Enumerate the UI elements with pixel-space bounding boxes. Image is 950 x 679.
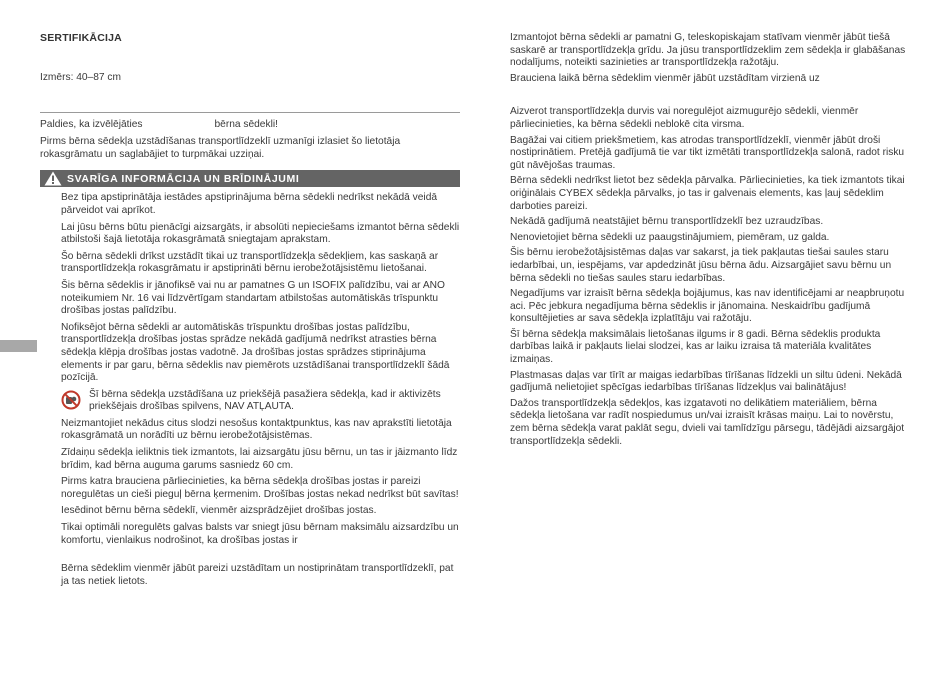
warning-item: Šis bērna sēdeklis ir jānofiksē vai nu ar pamatnes G un ISOFIX palīdzību, vai ar ANO noteikumiem Nr. 16 vai līdzvērtīgam standartam atbilstošas automātiskās trīspunktu drošības jostas palīdzību. xyxy=(61,279,445,317)
warning-item: Tikai optimāli noregulēts galvas balsts var sniegt jūsu bērnam maksimālu aizsardzību un komfortu, vienlaikus nodrošinot, ka drošības jostas ir xyxy=(61,522,459,546)
right-paragraph: Plastmasas daļas var tīrīt ar maigas iedarbības tīrīšanas līdzekli un siltu ūdeni. Nekādā gadījumā nelietojiet spēcīgas iedarbības tīrīšanas līdzekļus vai balinātājus! xyxy=(510,369,902,394)
right-paragraph: Šī bērna sēdekļa maksimālais lietošanas ilgums ir 8 gadi. Bērna sēdeklis produkta darbības laikā ir pakļauts lielai slodzei, kas ar laiku izraisa tā materiāla kvalitātes izmaiņas. xyxy=(510,328,881,366)
intro-paragraph: Pirms bērna sēdekļa uzstādīšanas transportlīdzeklī uzmanīgi izlasiet šo lietotāja rokasgrāmatu un saglabājiet to turpmākai uzziņai. xyxy=(40,136,401,160)
right-paragraph: Izmantojot bērna sēdekli ar pamatni G, teleskopiskajam statīvam vienmēr jābūt tiešā saskarē ar transportlīdzekļa grīdu. Ja jūsu transportlīdzeklim zem sēdekļa ir glabāšanas nodalījums, noteikti sazinieties ar transportlīdzekļa ražotāju. xyxy=(510,32,906,69)
warning-item: Lai jūsu bērns būtu pienācīgi aizsargāts, ir absolūti nepieciešams izmantot bērna sēdekli atbilstoši šajā lietotāja rokasgrāmatā sniegtajam aprakstam. xyxy=(61,221,460,246)
right-paragraph: Bērna sēdekli nedrīkst lietot bez sēdekļa pārvalka. Pārliecinieties, ka tiek izmantots tikai oriģinālais CYBEX sēdekļa pārvalks, jo tas ir galvenais elements, kas ļauj sēdeklim darboties pareizi. xyxy=(510,175,905,212)
warning-heading-bar xyxy=(40,170,460,187)
thanks-end: bērna sēdekli! xyxy=(214,118,278,130)
warning-item: Bez tipa apstiprinātāja iestādes apstiprinājuma bērna sēdekli nedrīkst nekādā veidā pārveidot vai aprīkot. xyxy=(61,192,438,216)
page-edge-tab xyxy=(0,340,37,352)
warning-triangle-icon xyxy=(44,171,62,186)
right-column xyxy=(510,32,910,451)
right-paragraph: Nenovietojiet bērna sēdekli uz paaugstinājumiem, piemēram, uz galda. xyxy=(510,231,830,243)
no-airbag-icon xyxy=(61,390,81,410)
right-paragraph: Nekādā gadījumā neatstājiet bērnu transportlīdzeklī bez uzraudzības. xyxy=(510,216,824,228)
warning-item: Bērna sēdeklim vienmēr jābūt pareizi uzstādītam un nostiprinātam transportlīdzeklī, pat ja tas netiek lietots. xyxy=(61,563,454,587)
warning-item: Šo bērna sēdekli drīkst uzstādīt tikai uz transportlīdzekļa sēdekļiem, kas saskaņā ar transportlīdzekļa rokasgrāmatu ir apstiprināti bērnu ierobežotājsistēmu lietošanai. xyxy=(61,250,439,275)
left-column xyxy=(40,32,460,592)
thanks-start: Paldies, ka izvēlējāties xyxy=(40,118,143,130)
right-paragraph: Brauciena laikā bērna sēdeklim vienmēr jābūt uzstādītam virzienā uz xyxy=(510,72,820,84)
size-range: Izmērs: 40–87 cm xyxy=(40,72,121,83)
divider xyxy=(40,112,460,113)
warning-item: Pirms katra brauciena pārliecinieties, ka bērna sēdekļa drošības jostas ir pareizi noregulētas un cieši pieguļ bērna ķermenim. Drošības jostas nekad nedrīkst būt savītas! xyxy=(61,476,459,500)
certification-heading: SERTIFIKĀCIJA xyxy=(40,32,122,44)
right-paragraph: Dažos transportlīdzekļa sēdekļos, kas izgatavoti no delikātiem materiāliem, bērna sēdekļa lietošana var radīt nospiedumus un/vai izraisīt krāsas maiņu. Lai to novērstu, zem bērna sēdekļa varat paklāt segu, dvieli vai tamlīdzīgu pārsegu, tādējādi aizsargājot transportlīdzekļa sēdekli. xyxy=(510,397,905,447)
right-paragraph: Aizverot transportlīdzekļa durvis vai noregulējot aizmugurējo sēdekli, vienmēr pārliecinieties, ka bērna sēdekli neblokē cita virsma. xyxy=(510,106,859,130)
right-paragraph: Negadījums var izraisīt bērna sēdekļa bojājumus, kas nav identificējami ar neapbruņotu aci. Pēc jebkura negadījuma bērna sēdeklis ir jānomaina. Neskaidrību gadījumā konsultējieties ar sava sēdekļa izplatītāju vai ražotāju. xyxy=(510,288,905,325)
warning-heading: SVARĪGA INFORMĀCIJA UN BRĪDINĀJUMI xyxy=(67,172,300,185)
warning-item: Nofiksējot bērna sēdekli ar automātiskās trīspunktu drošības jostas palīdzību, transportlīdzekļa drošības jostas sprādze nekādā gadījumā nedrīkst atrasties bērna sēdekļa klēpja drošības jostas vadotnē. Ja drošības jostas sprādzes stiprinājuma elements ir par garu, bērna sēdeklis nav piemērots uzstādīšanai transportlīdzeklī šādā pozīcijā. xyxy=(61,321,450,384)
warning-item: Neizmantojiet nekādus citus slodzi nesošus kontaktpunktus, kas nav aprakstīti lietotāja rokasgrāmatā un norādīti uz bērnu ierobežotājsistēmas. xyxy=(61,417,452,442)
airbag-warning xyxy=(61,389,460,414)
warning-item: Zīdaiņu sēdekļa ieliktnis tiek izmantots, lai aizsargātu jūsu bērnu, un tas ir jāizmanto līdz brīdim, kad bērna auguma garums sasniedz 60 cm. xyxy=(61,447,458,471)
thanks-line xyxy=(40,119,460,132)
warning-item: Iesēdinot bērnu bērna sēdeklī, vienmēr aizsprādzējiet drošības jostas. xyxy=(61,505,377,517)
warning-list xyxy=(61,192,460,588)
right-paragraph: Šis bērnu ierobežotājsistēmas daļas var sakarst, ja tiek pakļautas tiešai saules staru iedarbībai, un, iespējams, var apdedzināt jūsu bērna ādu. Aizsargājiet savu bērnu un bērna sēdekli no tiešas saules staru iedarbības. xyxy=(510,247,892,284)
airbag-warning-text: Šī bērna sēdekļa uzstādīšana uz priekšējā pasažiera sēdekļa, kad ir aktivizēts priekšējais drošības spilvens, NAV ATĻAUTA. xyxy=(89,388,441,413)
right-paragraph: Bagāžai vai citiem priekšmetiem, kas atrodas transportlīdzeklī, vienmēr jābūt droši nostiprinātiem. Pretējā gadījumā tie var tikt izmētāti transportlīdzekļa salonā, radot risku gūt nāvējošas traumas. xyxy=(510,134,905,171)
